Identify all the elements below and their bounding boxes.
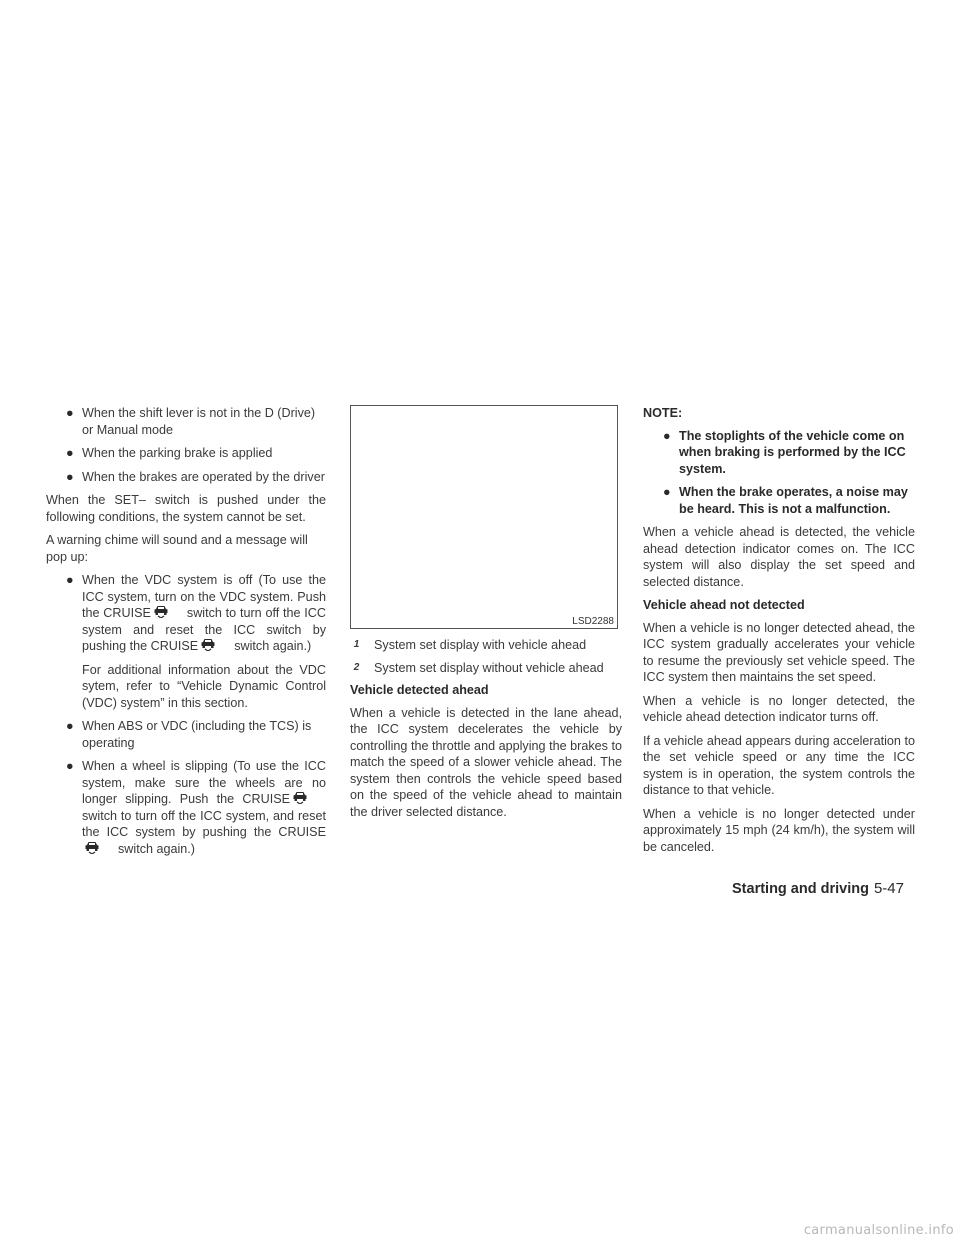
list-item-vdc: ● When the VDC system is off (To use the ICC system, turn on the VDC system. Push the CRUISE switch to turn off the ICC system and reset the ICC switch by pushing the CRUISE switch again.): [66, 573, 326, 653]
figure-caption-1: 1 System set display with vehicle ahead: [350, 637, 622, 654]
paragraph-vdc-info: For additional information about the VDC sytem, refer to “Vehicle Dynamic Control (VDC) system” in this section.: [82, 662, 326, 710]
list-item-abs: ● When ABS or VDC (including the TCS) is operating: [66, 719, 312, 750]
cruise-car-icon: [84, 841, 100, 854]
paragraph-vehicle-detected: When a vehicle is detected in the lane ahead, the ICC system decelerates the vehicle by controlling the throttle and applying the brakes to match the speed of a slower vehicle ahead. The system then controls the vehicle speed based on the speed of the vehicle ahead to maintain the driver selected distance.: [350, 705, 622, 819]
watermark: carmanualsonline.info: [803, 1223, 954, 1238]
bullet-icon: ●: [66, 719, 74, 733]
figure-code: LSD2288: [572, 616, 614, 627]
list-item: ● When the brakes are operated by the driver: [66, 469, 325, 484]
section-heading: Vehicle detected ahead: [350, 683, 489, 697]
paragraph-warning: A warning chime will sound and a message will pop up:: [46, 533, 308, 564]
bullet-icon: ●: [663, 485, 671, 499]
column-left: [46, 405, 326, 864]
list-item-wheel-slip: ● When a wheel is slipping (To use the ICC system, make sure the wheels are no longer slipping. Push the CRUISE switch to turn off the ICC system, and reset the ICC system by pushing the CRUISE switch again.): [66, 759, 326, 856]
column-right: [643, 405, 915, 862]
page-number: 5-47: [873, 880, 904, 897]
bullet-icon: ●: [66, 573, 74, 587]
section-title: Starting and driving: [732, 881, 869, 897]
column-middle: [350, 405, 622, 827]
section-heading: Vehicle ahead not detected: [643, 598, 805, 612]
note-item: ● The stoplights of the vehicle come on when braking is performed by the ICC system.: [663, 428, 906, 476]
paragraph: When a vehicle is no longer detected ahead, the ICC system gradually accelerates your vehicle to resume the previously set vehicle speed. The ICC system then maintains the set speed.: [643, 620, 915, 684]
paragraph-set-conditions: When the SET– switch is pushed under the following conditions, the system cannot be set.: [46, 493, 326, 524]
bullet-icon: ●: [663, 428, 671, 443]
paragraph: When a vehicle is no longer detected, the vehicle ahead detection indicator turns off.: [643, 693, 915, 724]
paragraph: If a vehicle ahead appears during acceleration to the set vehicle speed or any time the ICC system is in operation, the system controls the distance to that vehicle.: [643, 733, 915, 797]
paragraph: When a vehicle is no longer detected under approximately 15 mph (24 km/h), the system will be canceled.: [643, 806, 915, 854]
cruise-car-icon: [200, 638, 216, 651]
callout-number-icon: 2: [353, 661, 360, 673]
cruise-car-icon: [292, 791, 308, 804]
bullet-icon: ●: [66, 469, 74, 484]
note-item: ● When the brake operates, a noise may be heard. This is not a malfunction.: [663, 485, 908, 516]
bullet-icon: ●: [66, 759, 74, 773]
list-item: ● When the shift lever is not in the D (Drive) or Manual mode: [66, 406, 316, 437]
page-footer: [732, 880, 922, 898]
cruise-car-icon: [153, 605, 169, 618]
list-item: ● When the parking brake is applied: [66, 446, 273, 460]
note-heading: NOTE:: [643, 406, 683, 420]
figure-display-illustration: [350, 405, 618, 629]
figure-caption-2: 2 System set display without vehicle ahead: [350, 660, 622, 677]
bullet-icon: ●: [66, 446, 74, 460]
bullet-icon: ●: [66, 406, 74, 420]
callout-number-icon: 1: [353, 639, 360, 650]
paragraph: When a vehicle ahead is detected, the vehicle ahead detection indicator comes on. The ICC system will also display the set speed and selected distance.: [643, 525, 915, 589]
